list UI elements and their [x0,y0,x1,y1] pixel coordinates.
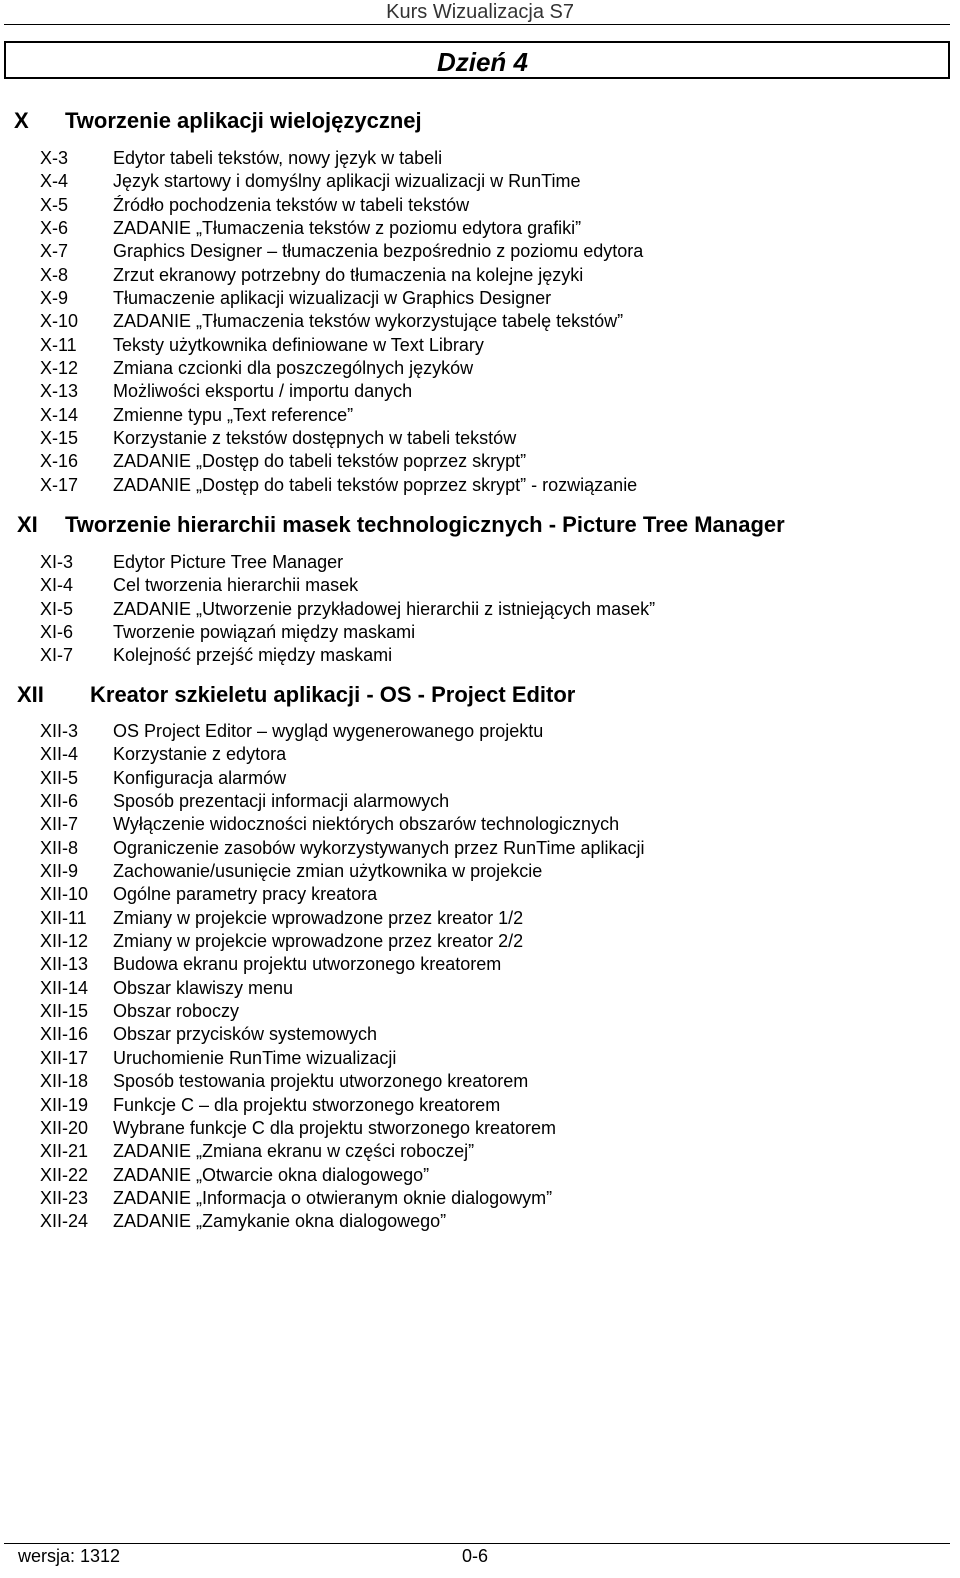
page-header-title: Kurs Wizualizacja S7 [386,1,574,23]
item-text: Wybrane funkcje C dla projektu stworzonego kreatorem [113,1117,557,1138]
item-code: X-14 [40,404,79,425]
list-item [40,790,645,813]
list-item [40,357,643,380]
section-title: Tworzenie hierarchii masek technologicznych - Picture Tree Manager [65,512,785,537]
item-text: Uruchomienie RunTime wizualizacji [113,1047,397,1068]
item-code: XII-13 [40,954,89,975]
item-code: XI-4 [40,575,74,596]
item-text: Wyłączenie widoczności niektórych obszarów technologicznych [113,814,620,835]
item-text: ZADANIE „Tłumaczenia tekstów z poziomu edytora grafiki” [113,218,582,239]
list-item [40,644,655,667]
list-item [40,240,643,263]
list-item [40,1164,645,1187]
item-code: XII-10 [40,884,89,905]
item-text: Korzystanie z edytora [113,744,287,765]
day-banner [4,41,950,79]
item-text: Obszar klawiszy menu [113,977,294,998]
list-item [40,217,643,240]
item-text: Możliwości eksportu / importu danych [113,381,413,402]
list-item [40,551,655,574]
item-text: ZADANIE „Tłumaczenia tekstów wykorzystujące tabelę tekstów” [113,311,624,332]
list-item [40,883,645,906]
item-code: XII-22 [40,1164,89,1185]
day-label: Dzień 4 [436,47,528,77]
item-text: ZADANIE „Otwarcie okna dialogowego” [113,1164,430,1185]
list-item [40,1187,645,1210]
list-item [40,404,643,427]
item-text: ZADANIE „Zmiana ekranu w części roboczej” [113,1141,475,1162]
item-code: XII-5 [40,767,79,788]
list-item [40,1070,645,1093]
section-items-xii [40,720,645,1234]
item-text: Tłumaczenie aplikacji wizualizacji w Graphics Designer [113,288,552,309]
item-text: Edytor tabeli tekstów, nowy język w tabeli [113,148,443,168]
section-number: X [14,108,29,133]
item-code: X-15 [40,428,79,449]
footer-page-number: 0-6 [462,1546,489,1566]
section-number: XII [17,682,44,707]
item-text: Ograniczenie zasobów wykorzystywanych przez RunTime aplikacji [113,837,645,858]
section-number: XI [17,512,38,537]
item-text: Zmiany w projekcie wprowadzone przez kreator 1/2 [113,907,524,928]
list-item [40,930,645,953]
item-code: XII-21 [40,1141,89,1162]
item-text: Funkcje C – dla projektu stworzonego kreatorem [113,1094,501,1115]
list-item [40,1000,645,1023]
list-item [40,1047,645,1070]
item-text: Zachowanie/usunięcie zmian użytkownika w projekcie [113,861,543,882]
list-item [40,598,655,621]
list-item [40,1094,645,1117]
item-code: XII-14 [40,977,89,998]
footer-divider [4,1543,950,1544]
list-item [40,837,645,860]
item-text: Kolejność przejść między maskami [113,645,393,666]
list-item [40,907,645,930]
item-text: Konfiguracja alarmów [113,767,287,788]
item-code: XII-15 [40,1001,89,1022]
item-code: X-17 [40,474,79,495]
item-text: Budowa ekranu projektu utworzonego kreatorem [113,954,502,975]
item-code: XII-20 [40,1117,89,1138]
section-title: Kreator szkieletu aplikacji - OS - Project Editor [90,682,576,707]
list-item [40,334,643,357]
item-text: Źródło pochodzenia tekstów w tabeli tekstów [113,194,470,215]
item-text: ZADANIE „Dostęp do tabeli tekstów poprzez skrypt” - rozwiązanie [113,474,638,495]
list-item [40,380,643,403]
item-code: X-6 [40,218,69,239]
item-code: XII-6 [40,791,79,812]
item-code: X-16 [40,451,79,472]
item-text: Sposób testowania projektu utworzonego kreatorem [113,1071,529,1092]
item-text: Sposób prezentacji informacji alarmowych [113,791,450,812]
item-text: Obszar przycisków systemowych [113,1024,378,1045]
item-text: Korzystanie z tekstów dostępnych w tabeli tekstów [113,428,517,449]
list-item [40,1210,645,1233]
item-text: OS Project Editor – wygląd wygenerowanego projektu [113,721,544,741]
item-code: XI-7 [40,645,74,666]
item-code: XII-12 [40,931,89,952]
item-text: Cel tworzenia hierarchii masek [113,575,359,596]
item-code: XII-3 [40,721,79,741]
list-item [40,310,643,333]
item-code: XII-18 [40,1071,89,1092]
item-code: XII-7 [40,814,79,835]
header-divider [4,24,950,25]
item-code: XII-23 [40,1187,89,1208]
list-item [40,621,655,644]
list-item [40,264,643,287]
item-text: ZADANIE „Zamykanie okna dialogowego” [113,1211,447,1232]
item-code: X-7 [40,241,69,262]
list-item [40,474,643,497]
list-item [40,1117,645,1140]
list-item [40,170,643,193]
list-item [40,287,643,310]
item-code: XII-19 [40,1094,89,1115]
item-code: X-10 [40,311,79,332]
list-item [40,813,645,836]
item-code: XII-24 [40,1211,89,1232]
list-item [40,953,645,976]
item-text: Zmienne typu „Text reference” [113,404,354,425]
list-item [40,194,643,217]
item-text: Zmiana czcionki dla poszczególnych języków [113,358,474,379]
item-code: X-3 [40,148,69,168]
item-code: X-12 [40,358,79,379]
footer-version: wersja: 1312 [18,1546,121,1566]
item-code: XI-6 [40,622,74,643]
list-item [40,720,645,743]
list-item [40,860,645,883]
section-items-xi [40,551,655,668]
item-code: XII-9 [40,861,79,882]
list-item [40,743,645,766]
list-item [40,427,643,450]
section-items-x [40,147,643,497]
item-text: ZADANIE „Dostęp do tabeli tekstów poprzez skrypt” [113,451,527,472]
item-code: XII-4 [40,744,79,765]
item-text: Teksty użytkownika definiowane w Text Library [113,334,484,355]
item-text: ZADANIE „Informacja o otwieranym oknie dialogowym” [113,1187,553,1208]
list-item [40,977,645,1000]
list-item [40,1140,645,1163]
item-text: Edytor Picture Tree Manager [113,552,344,572]
item-code: XII-8 [40,837,79,858]
item-text: Obszar roboczy [113,1001,240,1022]
item-text: Zmiany w projekcie wprowadzone przez kreator 2/2 [113,931,524,952]
item-code: X-11 [40,334,77,355]
item-code: XII-16 [40,1024,89,1045]
list-item [40,147,643,170]
list-item [40,1023,645,1046]
item-text: ZADANIE „Utworzenie przykładowej hierarchii z istniejących masek” [113,598,656,619]
item-code: X-8 [40,264,69,285]
item-text: Tworzenie powiązań między maskami [113,622,416,643]
section-title: Tworzenie aplikacji wielojęzycznej [65,108,422,133]
item-text: Graphics Designer – tłumaczenia bezpośrednio z poziomu edytora [113,241,644,262]
list-item [40,450,643,473]
item-code: X-9 [40,288,69,309]
item-code: XI-5 [40,598,74,619]
item-text: Ogólne parametry pracy kreatora [113,884,378,905]
list-item [40,767,645,790]
item-code: XII-17 [40,1047,89,1068]
item-code: X-5 [40,194,69,215]
item-text: Język startowy i domyślny aplikacji wizualizacji w RunTime [113,171,581,192]
item-code: XII-11 [40,907,87,928]
list-item [40,574,655,597]
item-code: X-4 [40,171,69,192]
item-text: Zrzut ekranowy potrzebny do tłumaczenia na kolejne języki [113,264,584,285]
item-code: XI-3 [40,552,74,572]
item-code: X-13 [40,381,79,402]
